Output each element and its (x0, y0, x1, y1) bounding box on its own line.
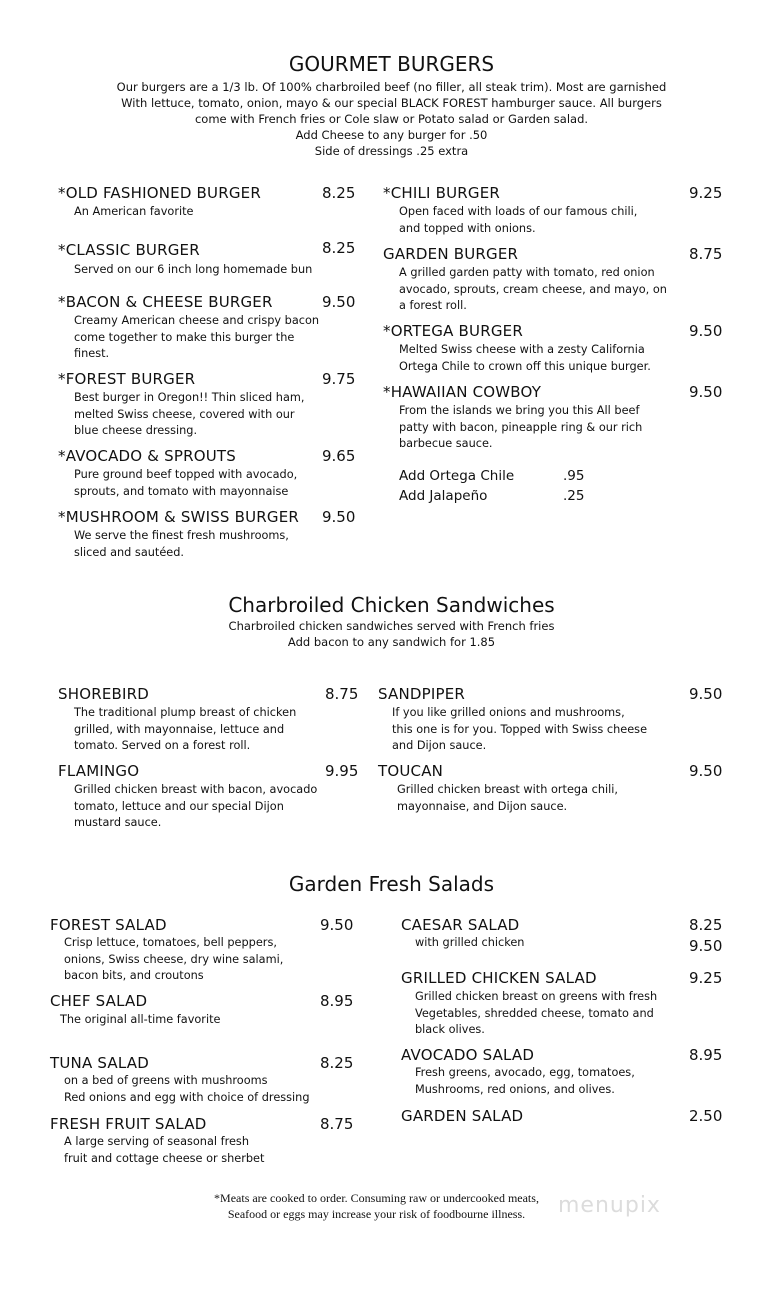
desc-line: Red onions and egg with choice of dressing (64, 1090, 310, 1104)
section-title-chicken: Charbroiled Chicken Sandwiches (228, 593, 555, 617)
item-name: *ORTEGA BURGER (383, 322, 523, 340)
desc-line: melted Swiss cheese, covered with our (74, 407, 295, 421)
item-desc (74, 705, 296, 755)
item-price: 9.75 (322, 370, 356, 388)
desc-line: A grilled garden patty with tomato, red onion (399, 266, 655, 279)
item-name: SHOREBIRD (58, 685, 149, 703)
intro-line: Our burgers are a 1/3 lb. Of 100% charbroiled beef (no filler, all steak trim). Most are garnished (116, 80, 667, 94)
item-name: *AVOCADO & SPROUTS (58, 447, 236, 465)
section-title-salads: Garden Fresh Salads (288, 872, 495, 896)
item-name: *BACON & CHEESE BURGER (58, 293, 273, 311)
item-name: *OLD FASHIONED BURGER (58, 184, 261, 202)
desc-line: avocado, sprouts, cream cheese, and mayo, on (399, 282, 667, 296)
desc-line: with grilled chicken (415, 936, 525, 949)
item-name: *CLASSIC BURGER (58, 241, 200, 259)
item-price: 8.75 (689, 245, 723, 263)
desc-line: bacon bits, and croutons (64, 969, 204, 982)
item-name: FRESH FRUIT SALAD (50, 1115, 207, 1133)
item-name: GRILLED CHICKEN SALAD (401, 969, 597, 987)
intro-line: come with French fries or Cole slaw or Potato salad or Garden salad. (194, 112, 589, 126)
addon-label: Add Ortega Chile (399, 468, 515, 484)
item-price: 9.50 (322, 508, 356, 526)
desc-line: An American favorite (74, 205, 194, 218)
desc-line: a forest roll. (399, 299, 467, 312)
item-price: 8.95 (689, 1046, 723, 1064)
item-desc (74, 467, 297, 500)
item-desc (399, 204, 637, 237)
desc-line: From the islands we bring you this All beef (399, 404, 640, 417)
item-price: 9.50 (322, 293, 356, 311)
item-desc (399, 403, 642, 453)
desc-line: and Dijon sauce. (392, 739, 487, 752)
desc-line: onions, Swiss cheese, dry wine salami, (64, 952, 284, 966)
item-name: CAESAR SALAD (401, 916, 520, 934)
item-name: TOUCAN (378, 762, 444, 780)
item-desc (60, 1012, 220, 1029)
item-desc (415, 935, 524, 952)
intro-line: Add Cheese to any burger for .50 (295, 128, 488, 142)
desc-line: The original all-time favorite (60, 1013, 221, 1026)
item-name: *MUSHROOM & SWISS BURGER (58, 508, 300, 526)
item-name: SANDPIPER (378, 685, 466, 703)
item-price: 8.25 (322, 239, 356, 257)
item-desc (74, 262, 312, 279)
item-desc (397, 782, 618, 815)
item-desc (399, 342, 651, 375)
item-desc (64, 935, 283, 985)
desc-line: black olives. (415, 1023, 485, 1036)
item-desc (64, 1073, 310, 1106)
desc-line: Creamy American cheese and crispy bacon (74, 314, 320, 327)
item-name: *HAWAIIAN COWBOY (383, 383, 542, 401)
desc-line: If you like grilled onions and mushrooms, (392, 706, 625, 719)
item-price: 9.50 (689, 762, 723, 780)
watermark-logo: menupix (558, 1193, 661, 1218)
desc-line: fruit and cottage cheese or sherbet (64, 1151, 265, 1165)
desc-line: barbecue sauce. (399, 437, 493, 450)
intro-line: Charbroiled chicken sandwiches served with French fries (228, 619, 555, 633)
addon-label: Add Jalapeño (399, 488, 488, 504)
item-desc (415, 1065, 635, 1098)
item-desc (74, 390, 304, 440)
item-price: 8.25 (322, 184, 356, 202)
desc-line: Served on our 6 inch long homemade bun (74, 263, 313, 276)
desc-line: finest. (74, 347, 110, 360)
item-desc (64, 1134, 264, 1167)
desc-line: Crisp lettuce, tomatoes, bell peppers, (64, 936, 277, 949)
item-name: *CHILI BURGER (383, 184, 501, 202)
item-price: 9.65 (322, 447, 356, 465)
desc-line: Melted Swiss cheese with a zesty California (399, 343, 645, 356)
item-name: *FOREST BURGER (58, 370, 196, 388)
desc-line: Pure ground beef topped with avocado, (74, 468, 298, 481)
footer-line: Seafood or eggs may increase your risk of foodbourne illness. (227, 1207, 526, 1221)
addon-price: .95 (563, 468, 585, 484)
item-desc (74, 313, 319, 363)
desc-line: tomato, lettuce and our special Dijon (74, 799, 284, 813)
item-desc (74, 782, 317, 832)
item-price: 9.25 (689, 184, 723, 202)
item-price: 9.50 (689, 383, 723, 401)
desc-line: Ortega Chile to crown off this unique burger. (399, 359, 651, 373)
desc-line: blue cheese dressing. (74, 424, 198, 437)
item-price: 9.25 (689, 969, 723, 987)
desc-line: Open faced with loads of our famous chili, (399, 205, 638, 218)
item-name: CHEF SALAD (50, 992, 148, 1010)
section-title-burgers: GOURMET BURGERS (288, 52, 495, 76)
desc-line: tomato. Served on a forest roll. (74, 739, 251, 752)
item-desc (74, 528, 289, 561)
item-price: 9.95 (325, 762, 359, 780)
item-desc (392, 705, 647, 755)
item-name: AVOCADO SALAD (401, 1046, 535, 1064)
desc-line: grilled, with mayonnaise, lettuce and (74, 722, 285, 736)
item-price: 9.50 (689, 685, 723, 703)
desc-line: sprouts, and tomato with mayonnaise (74, 484, 289, 498)
desc-line: We serve the finest fresh mushrooms, (74, 529, 289, 542)
desc-line: this one is for you. Topped with Swiss cheese (392, 722, 648, 736)
desc-line: Vegetables, shredded cheese, tomato and (415, 1006, 654, 1020)
desc-line: Best burger in Oregon!! Thin sliced ham, (74, 391, 305, 404)
desc-line: The traditional plump breast of chicken (74, 706, 297, 719)
addon-price: .25 (563, 488, 585, 504)
item-price: 9.50 (320, 916, 354, 934)
desc-line: Grilled chicken breast on greens with fresh (415, 990, 658, 1003)
chicken-intro (0, 618, 783, 650)
item-desc (415, 989, 657, 1039)
item-price: 8.25 (689, 916, 723, 934)
footer-line: *Meats are cooked to order. Consuming raw or undercooked meats, (214, 1191, 539, 1205)
desc-line: mayonnaise, and Dijon sauce. (397, 799, 568, 813)
intro-line: With lettuce, tomato, onion, mayo & our special BLACK FOREST hamburger sauce. All burgers (121, 96, 662, 110)
item-name: FLAMINGO (58, 762, 140, 780)
item-desc (399, 265, 667, 315)
burgers-intro (0, 79, 783, 159)
desc-line: on a bed of greens with mushrooms (64, 1074, 268, 1087)
item-price: 9.50 (689, 322, 723, 340)
item-price: 8.95 (320, 992, 354, 1010)
item-name: FOREST SALAD (50, 916, 167, 934)
desc-line: mustard sauce. (74, 816, 162, 829)
item-name: GARDEN BURGER (383, 245, 519, 263)
desc-line: Mushrooms, red onions, and olives. (415, 1082, 615, 1096)
item-price: 8.25 (320, 1054, 354, 1072)
item-price: 8.75 (320, 1115, 354, 1133)
intro-line: Side of dressings .25 extra (314, 144, 469, 158)
desc-line: sliced and sautéed. (74, 545, 184, 559)
item-price: 2.50 (689, 1107, 723, 1125)
desc-line: Grilled chicken breast with ortega chili, (397, 783, 618, 796)
item-name: TUNA SALAD (50, 1054, 149, 1072)
desc-line: A large serving of seasonal fresh (64, 1135, 249, 1148)
item-name: GARDEN SALAD (401, 1107, 524, 1125)
item-desc (74, 204, 194, 221)
desc-line: come together to make this burger the (74, 330, 295, 344)
desc-line: patty with bacon, pineapple ring & our rich (399, 420, 643, 434)
intro-line: Add bacon to any sandwich for 1.85 (287, 635, 496, 649)
desc-line: Fresh greens, avocado, egg, tomatoes, (415, 1066, 635, 1079)
item-price: 8.75 (325, 685, 359, 703)
item-price-alt: 9.50 (689, 937, 723, 955)
desc-line: Grilled chicken breast with bacon, avocado (74, 783, 318, 796)
desc-line: and topped with onions. (399, 221, 536, 235)
